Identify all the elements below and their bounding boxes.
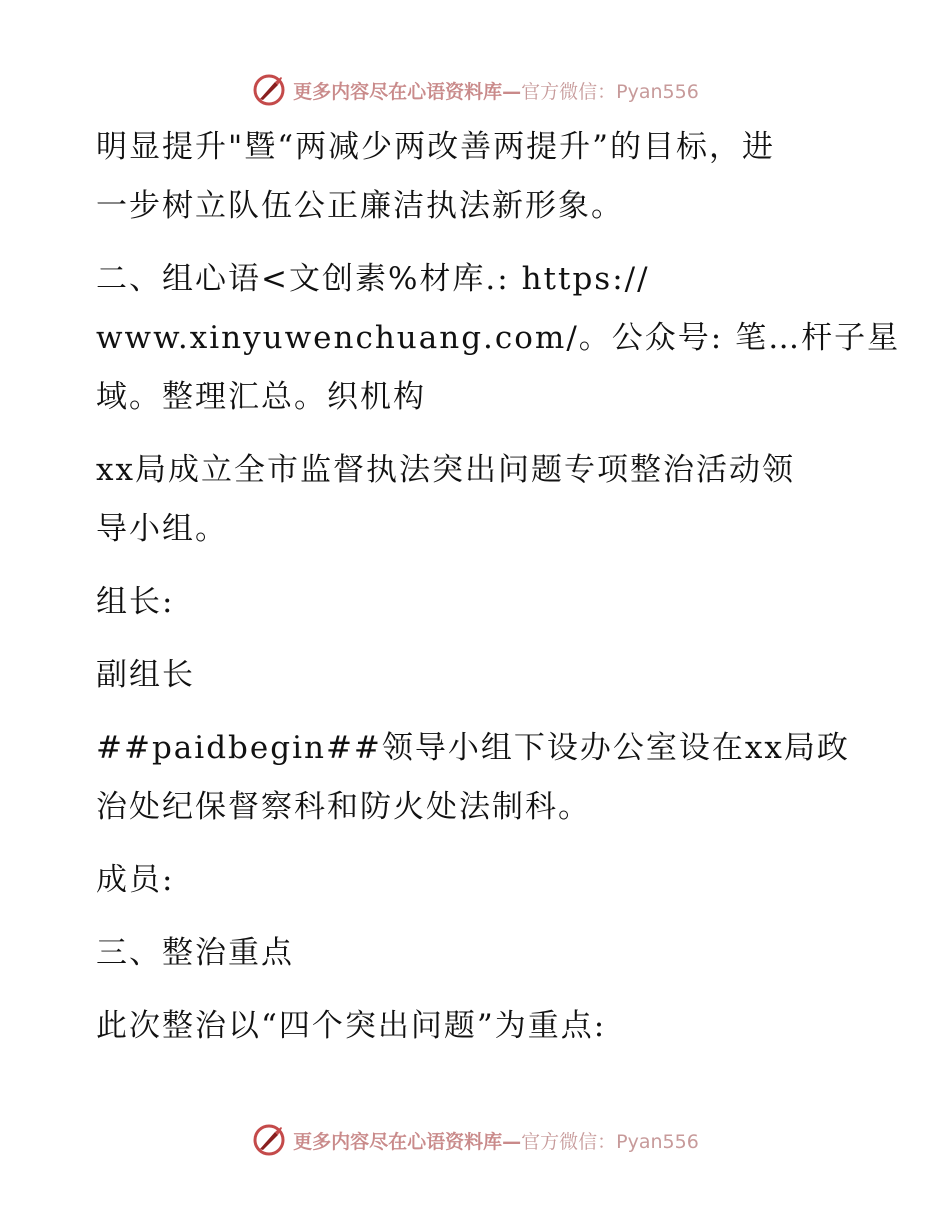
paragraph-3 bbox=[96, 441, 836, 559]
section-heading-3: 三、整治重点 bbox=[96, 935, 294, 971]
quill-logo-icon bbox=[251, 1122, 287, 1158]
paragraph-5 bbox=[96, 646, 836, 705]
section-heading-2: 二、组心语<文创素%材库.: https:// bbox=[96, 261, 650, 297]
paragraph-1 bbox=[96, 118, 836, 236]
members-label: 成员: bbox=[96, 862, 175, 898]
quill-logo-icon bbox=[251, 72, 287, 108]
text-line: 此次整治以“四个突出问题”为重点: bbox=[96, 1008, 607, 1044]
watermark-text: 更多内容尽在心语资料库—官方微信：Pyan556 bbox=[293, 1130, 699, 1153]
text-line: ##paidbegin##领导小组下设办公室设在xx局政 bbox=[96, 730, 850, 766]
text-line: 一步树立队伍公正廉洁执法新形象。 bbox=[96, 188, 624, 224]
watermark-text: 更多内容尽在心语资料库—官方微信：Pyan556 bbox=[293, 80, 699, 103]
paragraph-4 bbox=[96, 573, 836, 632]
text-line: 明显提升"暨“两减少两改善两提升”的目标，进 bbox=[96, 129, 775, 165]
document-body bbox=[96, 118, 901, 1056]
paragraph-9 bbox=[96, 997, 836, 1056]
paragraph-7 bbox=[96, 851, 836, 910]
text-line: 治处纪保督察科和防火处法制科。 bbox=[96, 789, 591, 825]
paragraph-2 bbox=[96, 250, 901, 427]
text-line: 导小组。 bbox=[96, 511, 228, 547]
text-line: www.xinyuwenchuang.com/。公众号: 笔…杆子星 bbox=[96, 320, 901, 356]
paragraph-6 bbox=[96, 719, 850, 837]
paragraph-8 bbox=[96, 924, 836, 983]
text-line: 域。整理汇总。织机构 bbox=[96, 379, 426, 415]
deputy-leader-label: 副组长 bbox=[96, 657, 195, 693]
header-watermark bbox=[0, 70, 950, 110]
text-line: xx局成立全市监督执法突出问题专项整治活动领 bbox=[96, 452, 795, 488]
footer-watermark bbox=[0, 1120, 950, 1160]
leader-label: 组长: bbox=[96, 584, 175, 620]
